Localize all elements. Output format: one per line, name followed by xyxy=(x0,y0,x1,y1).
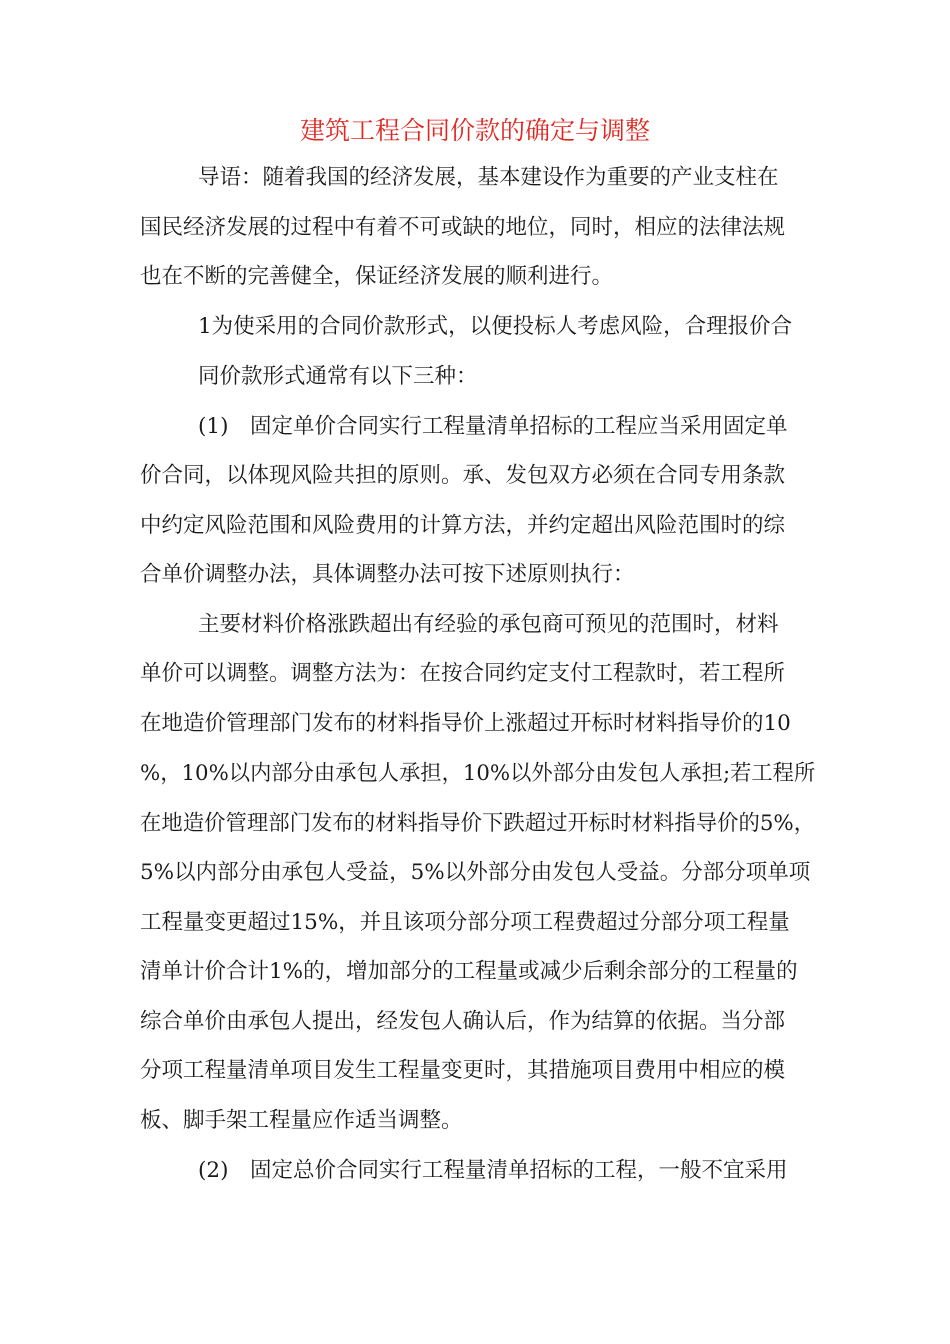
paragraph-line: 在地造价管理部门发布的材料指导价上涨超过开标时材料指导价的10 xyxy=(140,711,791,736)
paragraph-line: 综合单价由承包人提出，经发包人确认后，作为结算的依据。当分部 xyxy=(140,1009,786,1034)
paragraph-line: 5%以内部分由承包人受益，5%以外部分由发包人受益。分部分项单项 xyxy=(140,860,811,885)
paragraph-line: 清单计价合计1%的，增加部分的工程量或减少后剩余部分的工程量的 xyxy=(140,959,798,984)
paragraph-line: 同价款形式通常有以下三种： xyxy=(198,364,478,389)
paragraph-line: 价合同，以体现风险共担的原则。承、发包双方必须在合同专用条款 xyxy=(140,463,786,488)
paragraph-line: 中约定风险范围和风险费用的计算方法，并约定超出风险范围时的综 xyxy=(140,513,786,538)
paragraph-line: 单价可以调整。调整方法为：在按合同约定支付工程款时，若工程所 xyxy=(140,661,786,686)
paragraph-line: 1为使采用的合同价款形式，以便投标人考虑风险，合理报价合 xyxy=(198,314,793,339)
paragraph-line: 在地造价管理部门发布的材料指导价下跌超过开标时材料指导价的5%， xyxy=(140,811,816,836)
paragraph-line: 主要材料价格涨跌超出有经验的承包商可预见的范围时，材料 xyxy=(198,612,779,637)
paragraph-line: 合单价调整办法，具体调整办法可按下述原则执行： xyxy=(140,562,635,587)
document-title: 建筑工程合同价款的确定与调整 xyxy=(299,116,650,145)
paragraph-line: 导语：随着我国的经济发展，基本建设作为重要的产业支柱在 xyxy=(198,165,779,190)
paragraph-line: 国民经济发展的过程中有着不可或缺的地位，同时，相应的法律法规 xyxy=(140,215,786,240)
paragraph-line: 工程量变更超过15%，并且该项分部分项工程费超过分部分项工程量 xyxy=(140,910,790,935)
paragraph-line: (1) 固定单价合同实行工程量清单招标的工程应当采用固定单 xyxy=(198,414,788,439)
paragraph-line: 板、脚手架工程量应作适当调整。 xyxy=(140,1108,463,1133)
paragraph-line: 也在不断的完善健全，保证经济发展的顺利进行。 xyxy=(140,264,614,289)
paragraph-line: (2) 固定总价合同实行工程量清单招标的工程，一般不宜采用 xyxy=(198,1158,788,1183)
paragraph-line: %，10%以内部分由承包人承担，10%以外部分由发包人承担;若工程所 xyxy=(140,761,816,786)
paragraph-line: 分项工程量清单项目发生工程量变更时，其措施项目费用中相应的模 xyxy=(140,1058,786,1083)
